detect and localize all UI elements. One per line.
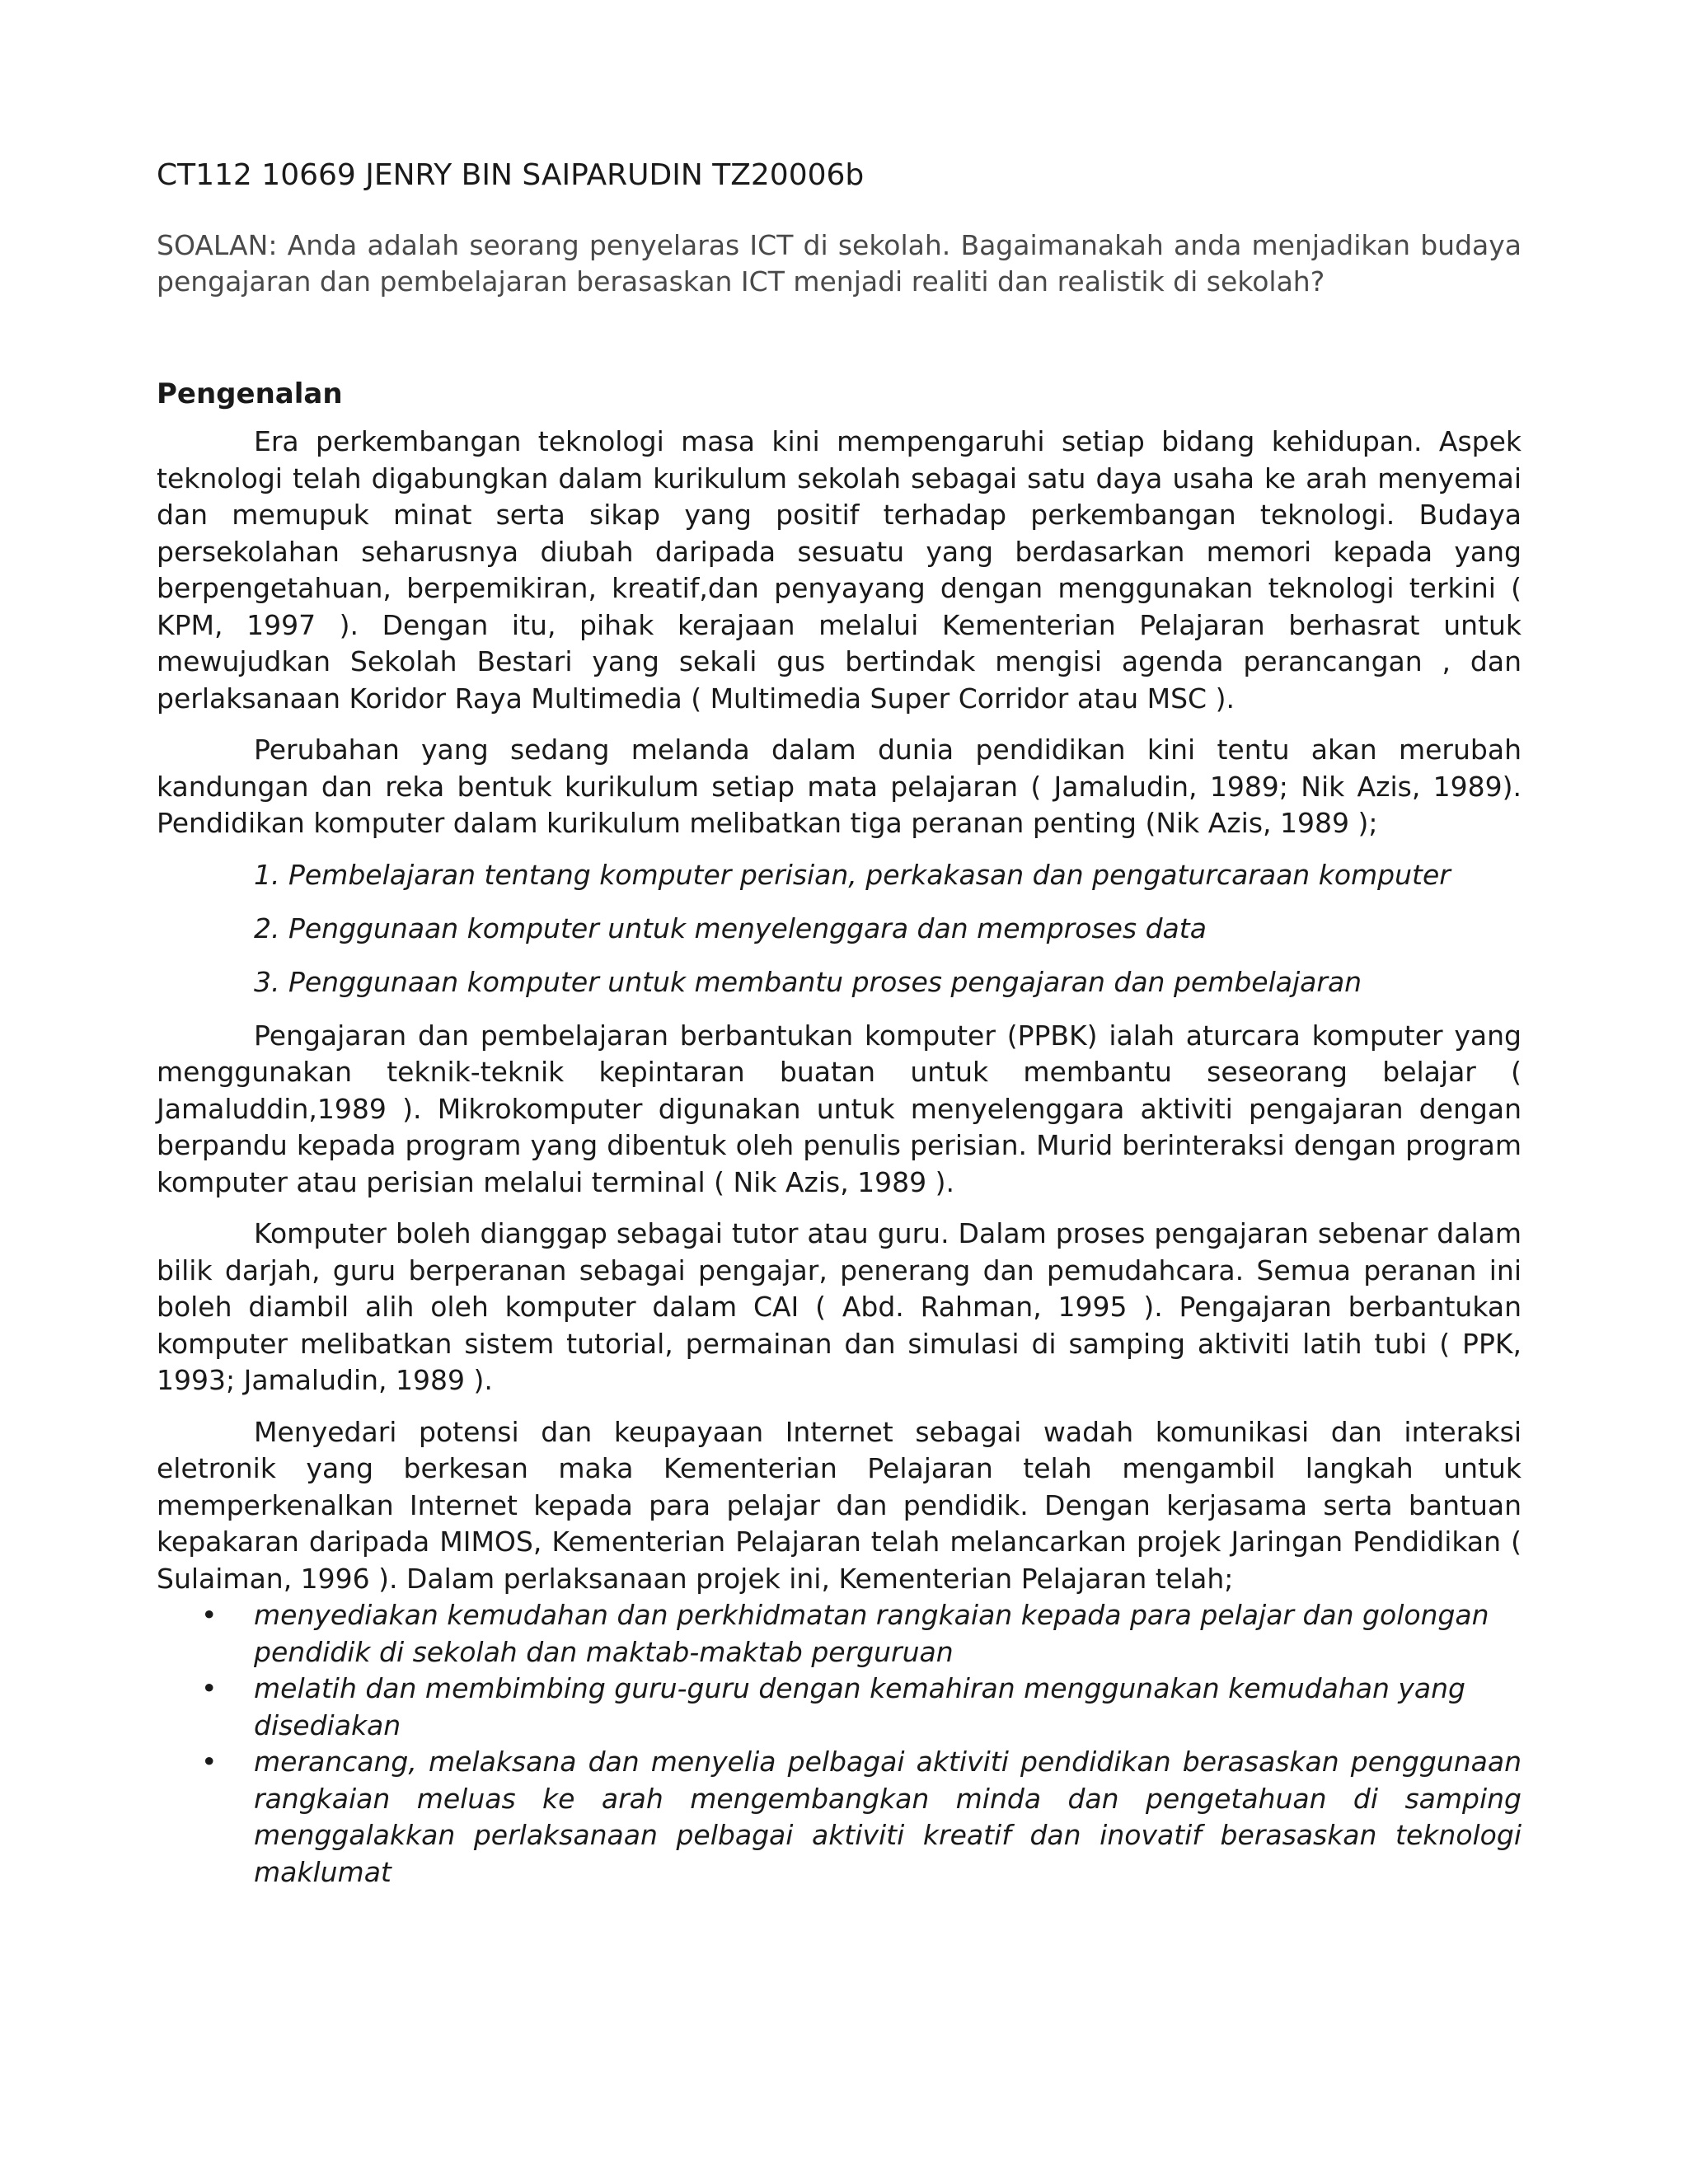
bullet-item <box>157 1671 1522 1744</box>
section-heading: Pengenalan <box>157 377 343 410</box>
paragraph-tutor: Komputer boleh dianggap sebagai tutor atau guru. Dalam proses pengajaran sebenar dalam bilik darjah, guru berperanan sebagai pengajar, penerang dan pemudahcara. Semua peranan ini boleh diambil alih oleh komputer dalam CAI ( Abd. Rahman, 1995 ). Pengajaran berbantukan komputer melibatkan sistem tutorial, permainan dan simulasi di samping aktiviti latih tubi ( PPK, 1993; Jamaludin, 1989 ). <box>157 1217 1522 1396</box>
numbered-item: 3. Penggunaan komputer untuk membantu proses pengajaran dan pembelajaran <box>254 965 1362 998</box>
numbered-item: 1. Pembelajaran tentang komputer perisian, perkakasan dan pengaturcaraan komputer <box>254 858 1451 891</box>
bullet-icon: • <box>201 1599 218 1631</box>
bullet-item <box>157 1744 1522 1891</box>
paragraph-intro: Era perkembangan teknologi masa kini mempengaruhi setiap bidang kehidupan. Aspek teknologi telah digabungkan dalam kurikulum sekolah sebagai satu daya usaha ke arah menyemai dan memupuk minat serta sikap yang positif terhadap perkembangan teknologi. Budaya persekolahan seharusnya diubah daripada sesuatu yang berdasarkan memori kepada yang berpengetahuan, berpemikiran, kreatif,dan penyayang dengan menggunakan teknologi terkini ( KPM, 1997 ). Dengan itu, pihak kerajaan melalui Kementerian Pelajaran berhasrat untuk mewujudkan Sekolah Bestari yang sekali gus bertindak mengisi agenda perancangan , dan perlaksanaan Koridor Raya Multimedia ( Multimedia Super Corridor atau MSC ). <box>157 425 1522 715</box>
bullet-item-text: melatih dan membimbing guru-guru dengan kemahiran menggunakan kemudahan yang disediakan <box>254 1672 1465 1741</box>
numbered-list <box>157 857 1522 1001</box>
bullet-item-text: merancang, melaksana dan menyelia pelbagai aktiviti pendidikan berasaskan penggunaan rangkaian meluas ke arah mengembangkan minda dan pengetahuan di samping menggalakkan perlaksanaan pelbagai aktiviti kreatif dan inovatif berasaskan teknologi maklumat <box>254 1746 1522 1888</box>
bullet-icon: • <box>201 1746 218 1778</box>
bullet-icon: • <box>201 1672 218 1704</box>
document-page <box>157 157 1522 1891</box>
paragraph-curriculum: Perubahan yang sedang melanda dalam dunia pendidikan kini tentu akan merubah kandungan dan reka bentuk kurikulum setiap mata pelajaran ( Jamaludin, 1989; Nik Azis, 1989). Pendidikan komputer dalam kurikulum melibatkan tiga peranan penting (Nik Azis, 1989 ); <box>157 733 1522 839</box>
bullet-item-text: menyediakan kemudahan dan perkhidmatan rangkaian kepada para pelajar dan golongan pendidik di sekolah dan maktab-maktab perguruan <box>254 1599 1489 1668</box>
paragraph-ppbk: Pengajaran dan pembelajaran berbantukan komputer (PPBK) ialah aturcara komputer yang menggunakan teknik-teknik kepintaran buatan untuk membantu seseorang belajar ( Jamaluddin,1989 ). Mikrokomputer digunakan untuk menyelenggara aktiviti pengajaran dengan berpandu kepada program yang dibentuk oleh penulis perisian. Murid berinteraksi dengan program komputer atau perisian melalui terminal ( Nik Azis, 1989 ). <box>157 1019 1522 1198</box>
bullet-item <box>157 1597 1522 1671</box>
paragraph-internet: Menyedari potensi dan keupayaan Internet sebagai wadah komunikasi dan interaksi eletronik yang berkesan maka Kementerian Pelajaran telah mengambil langkah untuk memperkenalkan Internet kepada para pelajar dan pendidik. Dengan kerjasama serta bantuan kepakaran daripada MIMOS, Kementerian Pelajaran telah melancarkan projek Jaringan Pendidikan ( Sulaiman, 1996 ). Dalam perlaksanaan projek ini, Kementerian Pelajaran telah; <box>157 1415 1522 1595</box>
document-title: CT112 10669 JENRY BIN SAIPARUDIN TZ20006b <box>157 158 865 192</box>
numbered-item: 2. Penggunaan komputer untuk menyelenggara dan memproses data <box>254 912 1207 944</box>
bullet-list <box>157 1597 1522 1891</box>
question-text: SOALAN: Anda adalah seorang penyelaras ICT di sekolah. Bagaimanakah anda menjadikan budaya pengajaran dan pembelajaran berasaskan ICT menjadi realiti dan realistik di sekolah? <box>157 229 1522 298</box>
